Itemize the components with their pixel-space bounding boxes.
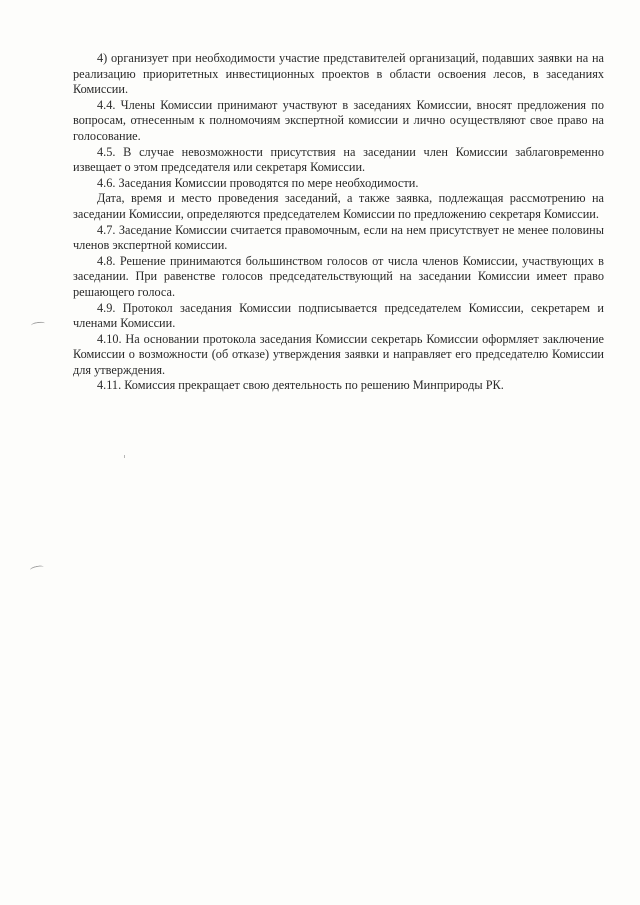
paragraph-4-10: 4.10. На основании протокола заседания Комиссии секретарь Комиссии оформляет заключение Комиссии о возможности (об отказе) утверждения заявки и направляет его председателю Комиссии для утверждения. [73, 331, 604, 377]
paragraph-4-8: 4.8. Решение принимаются большинством голосов от числа членов Комиссии, участвующих в заседании. При равенстве голосов председательствующий на заседании Комиссии имеет право решающего голоса. [73, 253, 604, 299]
scan-artifact-mark [31, 321, 46, 328]
paragraph-4-7: 4.7. Заседание Комиссии считается правомочным, если на нем присутствует не менее половины членов экспертной комиссии. [73, 222, 604, 253]
paragraph-4-6: 4.6. Заседания Комиссии проводятся по мере необходимости. [97, 175, 419, 190]
paragraph-4-6-details: Дата, время и место проведения заседаний, а также заявка, подлежащая рассмотрению на заседании Комиссии, определяются председателем Комиссии по предложению секретаря Комиссии. [73, 191, 604, 221]
scan-artifact-mark [30, 565, 45, 573]
paragraph-4-11: 4.11. Комиссия прекращает свою деятельность по решению Минприроды РК. [97, 378, 504, 393]
paragraph-4-5: 4.5. В случае невозможности присутствия на заседании член Комиссии заблаговременно извещает о этом председателя или секретаря Комиссии. [73, 144, 604, 175]
paragraph-item-4: 4) организует при необходимости участие представителей организаций, подавших заявки на на реализацию приоритетных инвестиционных проектов в области освоения лесов, в заседаниях Комиссии. [73, 51, 604, 97]
scan-artifact-dot [124, 455, 125, 458]
paragraph-4-4: 4.4. Члены Комиссии принимают участвуют в заседаниях Комиссии, вносят предложения по вопросам, отнесенным к полномочиям экспертной комиссии и лично осуществляют свое право на голосование. [73, 97, 604, 143]
document-body [73, 51, 604, 394]
paragraph-4-9: 4.9. Протокол заседания Комиссии подписывается председателем Комиссии, секретарем и членами Комиссии. [73, 300, 604, 331]
